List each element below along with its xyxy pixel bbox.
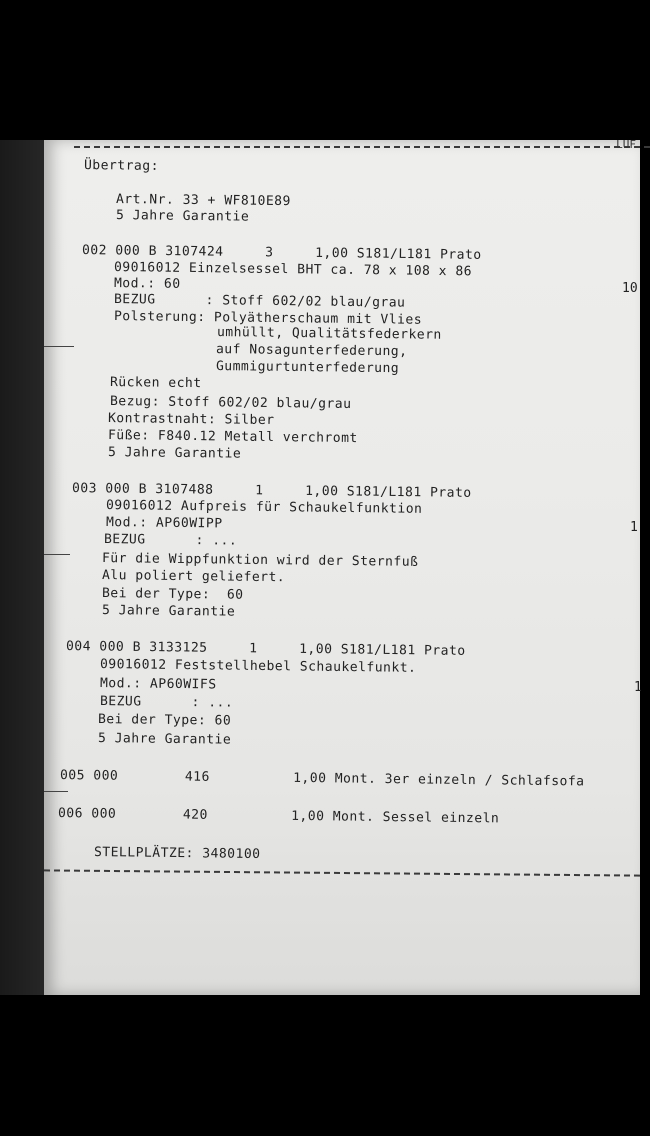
line-18: BEZUG : ... — [103, 532, 238, 549]
line-5: BEZUG : Stoff 602/02 blau/grau — [113, 292, 406, 311]
line-4: Mod.: 60 — [113, 276, 181, 292]
line-0: Art.Nr. 33 + WF810E89 — [115, 192, 291, 210]
item-006-line: 006 000 420 1,00 Mont. Sessel einzeln — [57, 806, 500, 827]
margin-number: 10 — [622, 281, 638, 296]
margin-tick — [44, 791, 68, 792]
line-8: auf Nosagunterfederung, — [215, 342, 408, 360]
line-11: Bezug: Stoff 602/02 blau/grau — [109, 394, 352, 412]
corner-text: LUF — [616, 138, 636, 151]
line-10: Rücken echt — [109, 375, 202, 392]
item-004-header: 004 000 B 3133125 1 1,00 S181/L181 Prato — [65, 639, 466, 659]
receipt-paper — [44, 140, 640, 995]
top-dashed-rule — [74, 146, 650, 148]
line-16: 09016012 Aufpreis für Schaukelfunktion — [105, 498, 423, 517]
line-20: Alu poliert geliefert. — [101, 568, 286, 586]
line-26: BEZUG : ... — [99, 694, 234, 711]
line-17: Mod.: AP60WIPP — [105, 515, 223, 532]
line-21: Bei der Type: 60 — [101, 586, 244, 603]
line-12: Kontrastnaht: Silber — [107, 411, 275, 429]
line-28: 5 Jahre Garantie — [97, 731, 232, 748]
margin-number: 1 — [630, 520, 638, 535]
bottom-dashed-rule — [44, 869, 640, 876]
margin-number: 1 — [634, 680, 642, 695]
line-24: 09016012 Feststellhebel Schaukelfunkt. — [99, 657, 417, 676]
item-002-header: 002 000 B 3107424 3 1,00 S181/L181 Prato — [81, 243, 482, 263]
line-9: Gummigurtunterfederung — [215, 359, 400, 377]
line-3: 09016012 Einzelsessel BHT ca. 78 x 108 x 86 — [113, 260, 473, 280]
stellplaetze-line: STELLPLÄTZE: 3480100 — [93, 845, 261, 863]
uebertrag-heading: Übertrag: — [83, 158, 160, 174]
item-005-line: 005 000 416 1,00 Mont. 3er einzeln / Schlafsofa — [59, 768, 585, 790]
margin-tick — [44, 554, 70, 555]
line-7: umhüllt, Qualitätsfederkern — [216, 325, 442, 343]
line-27: Bei der Type: 60 — [97, 712, 232, 729]
line-19: Für die Wippfunktion wird der Sternfuß — [101, 551, 419, 570]
line-22: 5 Jahre Garantie — [101, 603, 236, 620]
line-25: Mod.: AP60WIFS — [99, 676, 217, 693]
line-1: 5 Jahre Garantie — [115, 208, 250, 225]
item-003-header: 003 000 B 3107488 1 1,00 S181/L181 Prato — [71, 481, 472, 501]
line-6: Polsterung: Polyätherschaum mit Vlies — [113, 309, 423, 328]
line-14: 5 Jahre Garantie — [107, 445, 242, 462]
margin-tick — [44, 346, 74, 347]
line-13: Füße: F840.12 Metall verchromt — [107, 428, 358, 447]
